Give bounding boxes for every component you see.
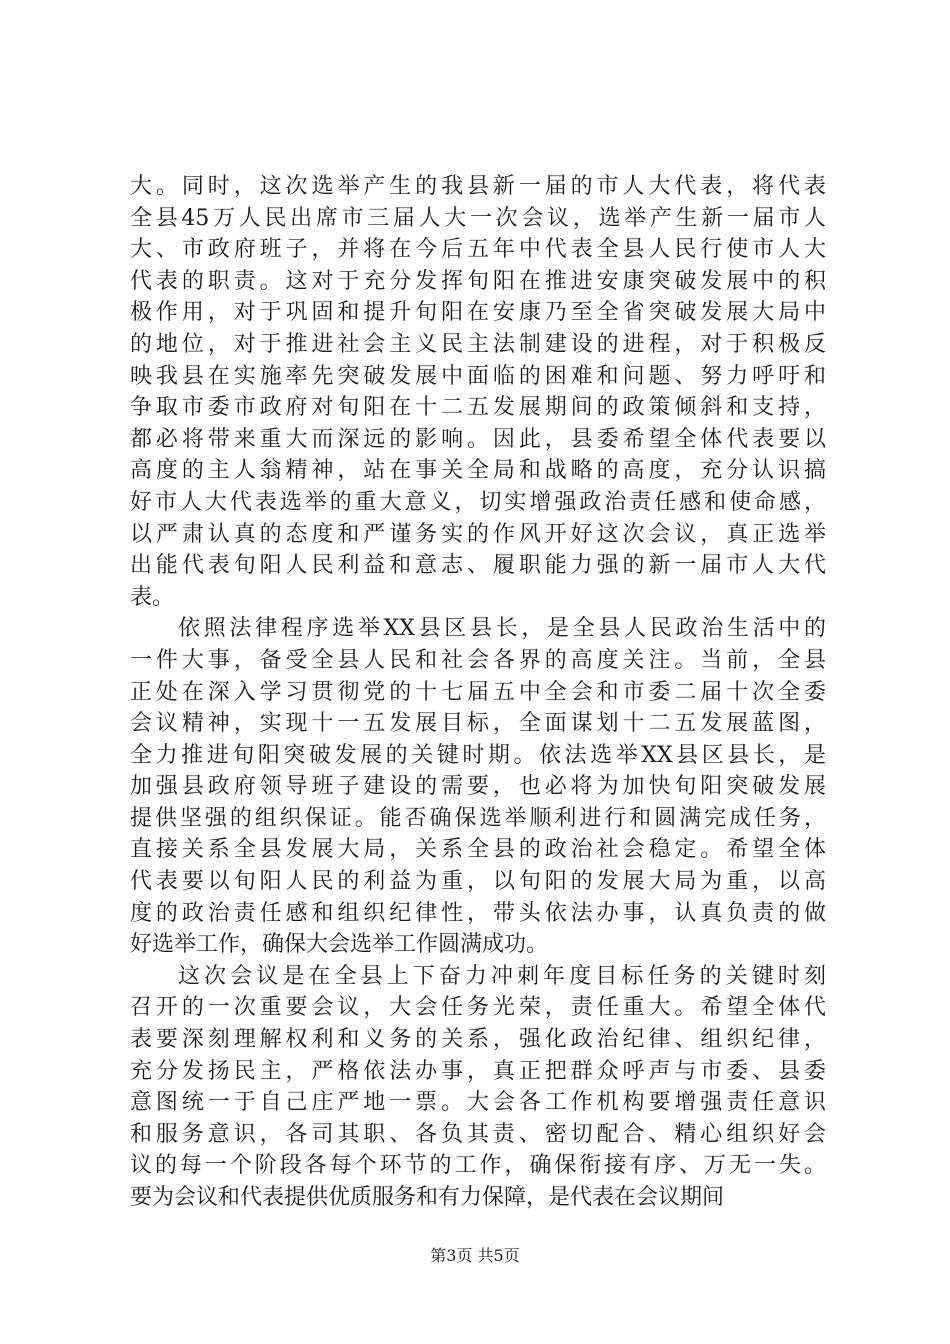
text-line: 都必将带来重大而深远的影响。因此，县委希望全体代表要以 [130, 426, 826, 452]
text-line: 大、市政府班子，并将在今后五年中代表全县人民行使市人大 [130, 237, 826, 263]
text-line: 代表要以旬阳人民的利益为重，以旬阳的发展大局为重，以高 [130, 869, 826, 895]
page-footer: 第3页 共5页 [430, 1246, 520, 1265]
paragraph [130, 961, 826, 1214]
document-body [130, 171, 826, 1214]
text-line: 意图统一于自己庄严地一票。大会各工作机构要增强责任意识 [130, 1090, 826, 1116]
text-line: 加强县政府领导班子建设的需要，也必将为加快旬阳突破发展 [130, 774, 826, 800]
text-line: 议的每一个阶段各每个环节的工作，确保衔接有序、万无一失。 [130, 1153, 826, 1179]
text-line: 全力推进旬阳突破发展的关键时期。依法选举XX县区县长，是 [130, 742, 826, 768]
text-line: 争取市委市政府对旬阳在十二五发展期间的政策倾斜和支持， [130, 395, 826, 421]
text-line: 要为会议和代表提供优质服务和有力保障，是代表在会议期间 [130, 1185, 725, 1210]
paragraph [130, 613, 826, 961]
text-line: 和服务意识，各司其职、各负其责、密切配合、精心组织好会 [130, 1121, 826, 1147]
text-line: 好市人大代表选举的重大意义，切实增强政治责任感和使命感， [130, 489, 826, 515]
text-line: 直接关系全县发展大局，关系全县的政治社会稳定。希望全体 [130, 837, 826, 863]
text-line: 代表的职责。这对于充分发挥旬阳在推进安康突破发展中的积 [130, 268, 826, 294]
text-line: 的地位，对于推进社会主义民主法制建设的进程，对于积极反 [130, 331, 826, 357]
text-line: 会议精神，实现十一五发展目标，全面谋划十二五发展蓝图， [130, 711, 826, 737]
text-line: 映我县在实施率先突破发展中面临的困难和问题、努力呼吁和 [130, 363, 826, 389]
text-line: 表。 [130, 584, 175, 610]
text-line: 提供坚强的组织保证。能否确保选举顺利进行和圆满完成任务， [130, 805, 826, 831]
text-line: 这次会议是在全县上下奋力冲刺年度目标任务的关键时刻 [178, 963, 826, 989]
text-line: 以严肃认真的态度和严谨务实的作风开好这次会议，真正选举 [130, 521, 826, 547]
text-line: 高度的主人翁精神，站在事关全局和战略的高度，充分认识搞 [130, 458, 826, 484]
text-line: 召开的一次重要会议，大会任务光荣，责任重大。希望全体代 [130, 995, 826, 1021]
text-line: 一件大事，备受全县人民和社会各界的高度关注。当前，全县 [130, 647, 826, 673]
text-line: 依照法律程序选举XX县区县长，是全县人民政治生活中的 [178, 616, 826, 642]
text-line: 正处在深入学习贯彻党的十七届五中全会和市委二届十次全委 [130, 679, 826, 705]
paragraph [130, 171, 826, 613]
text-line: 极作用，对于巩固和提升旬阳在安康乃至全省突破发展大局中 [130, 300, 826, 326]
text-line: 度的政治责任感和组织纪律性，带头依法办事，认真负责的做 [130, 900, 826, 926]
text-line: 全县45万人民出席市三届人大一次会议，选举产生新一届市人 [130, 205, 826, 231]
text-line: 好选举工作，确保大会选举工作圆满成功。 [130, 932, 549, 958]
text-line: 充分发扬民主，严格依法办事，真正把群众呼声与市委、县委 [130, 1058, 826, 1084]
text-line: 出能代表旬阳人民利益和意志、履职能力强的新一届市人大代 [130, 553, 826, 579]
text-line: 表要深刻理解权利和义务的关系，强化政治纪律、组织纪律， [130, 1027, 826, 1053]
text-line: 大。同时，这次选举产生的我县新一届的市人大代表，将代表 [130, 174, 826, 199]
